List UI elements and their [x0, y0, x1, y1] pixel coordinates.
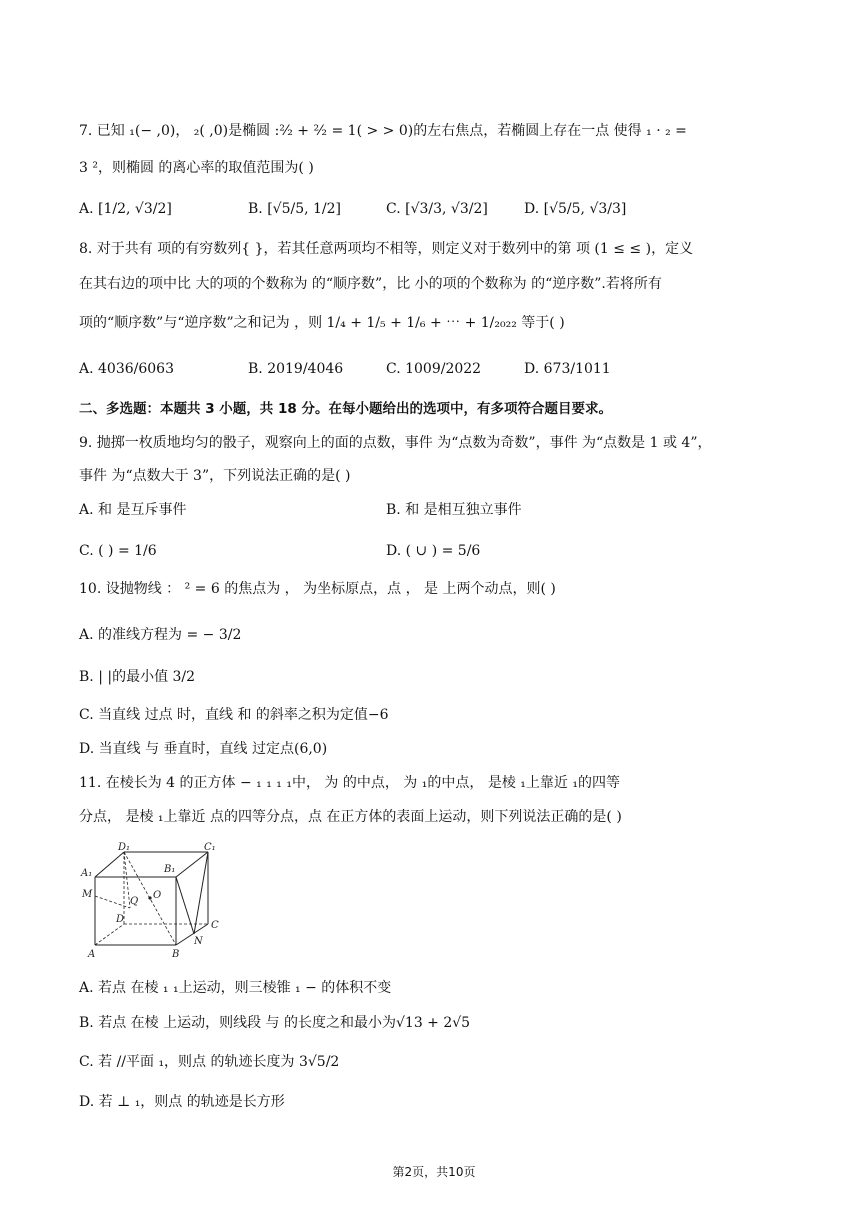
edge-a-d — [95, 924, 124, 945]
label-d: D — [116, 914, 125, 925]
q10-option-c: C. 当直线 过点 时，直线 和 的斜率之积为定值−6 — [79, 707, 389, 723]
q7-option-b: B. [√5/5, 1/2] — [248, 201, 341, 217]
q10-option-b: B. | |的最小值 3/2 — [79, 669, 196, 685]
edge-b1-c1 — [176, 852, 208, 877]
label-d1: D₁ — [118, 842, 131, 853]
point-o — [148, 896, 151, 899]
label-b1: B₁ — [164, 864, 176, 875]
q10-option-a: A. 的准线方程为 = − 3/2 — [79, 627, 242, 643]
q9-line1: 9. 抛掷一枚质地均匀的骰子，观察向上的面的点数，事件 为“点数为奇数”，事件 为“点数是 1 或 4”， — [79, 435, 712, 451]
q11-option-b: B. 若点 在棱 上运动，则线段 与 的长度之和最小为√13 + 2√5 — [79, 1015, 471, 1031]
q11-line1: 11. 在棱长为 4 的正方体 − ₁ ₁ ₁ ₁中， 为 的中点， 为 ₁的中点， 是棱 ₁上靠近 ₁的四等 — [79, 775, 620, 791]
q9-option-c: C. ( ) = 1/6 — [79, 543, 157, 559]
q9-option-b: B. 和 是相互独立事件 — [386, 502, 522, 518]
q7-option-d: D. [√5/5, √3/3] — [524, 201, 627, 217]
q8-line2: 在其右边的项中比 大的项的个数称为 的“顺序数”，比 小的项的个数称为 的“逆序数”.若将所有 — [79, 276, 662, 292]
q10-line1: 10. 设抛物线 ： ² = 6 的焦点为 ， 为坐标原点，点 ， 是 上两个动点，则( ) — [79, 581, 556, 597]
q7-line2: 3 ²，则椭圆 的离心率的取值范围为( ) — [79, 160, 314, 176]
label-c: C — [211, 920, 219, 931]
label-a: A — [88, 949, 96, 960]
q11-line2: 分点， 是棱 ₁上靠近 点的四等分点，点 在正方体的表面上运动，则下列说法正确的是( ) — [79, 809, 622, 825]
segment-b1-n — [176, 877, 194, 934]
label-b: B — [172, 949, 180, 960]
q8-option-a: A. 4036/6063 — [79, 361, 174, 377]
q11-option-c: C. 若 //平面 ₁，则点 的轨迹长度为 3√5/2 — [79, 1054, 340, 1070]
q8-option-c: C. 1009/2022 — [386, 361, 482, 377]
q9-option-a: A. 和 是互斥事件 — [79, 502, 187, 518]
q8-line3: 项的“顺序数”与“逆序数”之和记为 ，则 1/₄ + 1/₅ + 1/₆ + ⋯ + 1/₂₀₂₂ 等于( ) — [79, 315, 565, 331]
label-c1: C₁ — [204, 842, 216, 853]
q8-option-d: D. 673/1011 — [524, 361, 611, 377]
q7-line1: 7. 已知 ₁(− ,0)， ₂( ,0)是椭圆 :²⁄₂ + ²⁄₂ = 1( > > 0)的左右焦点，若椭圆上存在一点 使得 ₁ · ₂ = — [79, 123, 687, 139]
q8-option-b: B. 2019/4046 — [248, 361, 344, 377]
q10-option-d: D. 当直线 与 垂直时，直线 过定点(6,0) — [79, 741, 328, 757]
label-q: Q — [130, 896, 139, 907]
q11-option-d: D. 若 ⊥ ₁，则点 的轨迹是长方形 — [79, 1094, 285, 1110]
segment-c1-n — [194, 852, 208, 934]
q11-option-a: A. 若点 在棱 ₁ ₁上运动，则三棱锥 ₁ − 的体积不变 — [79, 980, 392, 996]
segment-m-q — [95, 896, 130, 908]
label-a1: A₁ — [81, 868, 93, 879]
q7-option-c: C. [√3/3, √3/2] — [386, 201, 488, 217]
label-m: M — [82, 889, 93, 900]
label-n: N — [194, 936, 203, 947]
label-o: O — [153, 890, 162, 901]
q9-line2: 事件 为“点数大于 3”，下列说法正确的是( ) — [79, 468, 351, 484]
cube-figure — [78, 840, 228, 960]
q9-option-d: D. ( ∪ ) = 5/6 — [386, 543, 481, 559]
page-footer: 第2页，共10页 — [392, 1165, 476, 1179]
edge-a1-d1 — [95, 852, 124, 877]
q8-line1: 8. 对于共有 项的有穷数列{ }，若其任意两项均不相等，则定义对于数列中的第 项 (1 ≤ ≤ )，定义 — [79, 241, 694, 257]
section-heading-multiple-choice: 二、多选题：本题共 3 小题，共 18 分。在每小题给出的选项中，有多项符合题目要求。 — [79, 401, 612, 417]
q7-option-a: A. [1/2, √3/2] — [79, 201, 172, 217]
